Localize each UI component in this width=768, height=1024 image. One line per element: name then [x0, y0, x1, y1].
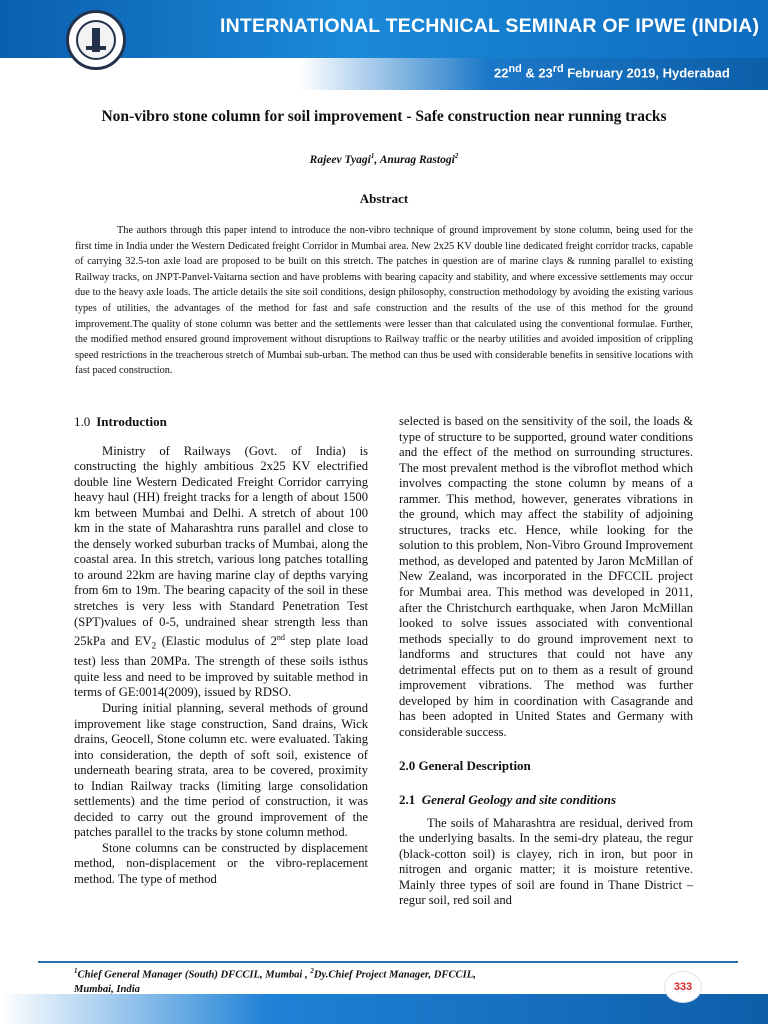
abstract-heading: Abstract	[359, 191, 409, 206]
seminar-title: INTERNATIONAL TECHNICAL SEMINAR OF IPWE (INDIA)	[220, 15, 760, 37]
ipwe-logo	[66, 10, 126, 70]
author-footnote: $^1$Chief General Manager (South) DFCCIL, Mumbai , $^2$Dy.Chief Project Manager, DFCCIL, Mumbai, India	[74, 967, 476, 995]
section-heading-general-description: 2.0 General Description	[399, 758, 531, 774]
paper-title: Non-vibro stone column for soil improvement - Safe construction near running tracks	[101, 108, 667, 125]
footer-band	[0, 994, 768, 1024]
geology-paragraph: The soils of Maharashtra are residual, derived from the underlying basalts. In the semi-dry plateau, the regur (black-cotton soil) is clayey, rich in iron, but poor in nitrogen and organic matter; it is moisture retentive. Mainly three types of soil are found in Thane District – regur soil, red soil and	[399, 815, 693, 908]
section-heading-introduction: 1.0 Introduction	[74, 414, 167, 429]
seminar-date: 22nd & 23rd February 2019, Hyderabad	[494, 63, 730, 81]
intro-paragraph-3-continued: selected is based on the sensitivity of the soil, the loads & type of structure to be supported, ground water conditions and the effect of the method on surrounding structures. The most prevalent method is the vibroflot method which involves compacting the stone column by means of a rammer. This method, however, generates vibrations in the ground, which may affect the stability of adjoining structures, tracks etc. Hence, while looking for the solution to this problem, Non-Vibro Ground Improvement method, as developed and patented by Jaron McMillan of New Zealand, was incorporated in the DFCCIL project for Mumbai area. This method was developed in 2011, after the Christchurch earthquake, when Jaron McMillan looked to solve issues associated with conventional methods specially to do ground improvement next to landforms and structures that could not have any detrimental effects put on to them as a result of ground improvement vibrations. The method was further developed by him in coordination with Casagrande and has been adopted in United States and Germany with considerable success.	[399, 414, 693, 739]
subsection-heading-geology: 2.1 General Geology and site conditions	[399, 792, 617, 808]
logo-emblem-icon	[76, 20, 116, 60]
intro-paragraph-2: During initial planning, several methods of ground improvement like stage construction, Sand drains, Wick drains, Geocell, Stone column etc. were evaluated. Taking into consideration, the depth of soft soil, existence of underneath bearing strata, area to be covered, proximity to Indian Railway tracks (limiting large consolidation settlements) and the time period of construction, it was decided to carry out the ground improvement of the patches parallel to the tracks by stone column method.	[74, 701, 368, 840]
page-number: 333	[664, 971, 702, 1003]
left-column	[74, 414, 368, 888]
intro-paragraph-3: Stone columns can be constructed by displacement method, non-displacement or the vibro-replacement method. The type of method	[74, 840, 368, 887]
footer-divider	[38, 961, 738, 963]
authors: Rajeev Tyagi$^1$, Anurag Rastogi$^2$	[309, 152, 459, 166]
abstract-text: The authors through this paper intend to introduce the non-vibro technique of ground improvement by stone column, being used for the first time in India under the Western Dedicated freight Corridor in Mumbai area. New 2x25 KV double line dedicated freight corridor tracks, capable of carrying 32.5-ton axle load are proposed to be built on this stretch. The patches in question are of marine clays & running parallel to existing Railway tracks, on JNPT-Panvel-Vaitarna section and have problems with bearing capacity and stability, and where excessive settlements may occur due to the heavy axle loads. The article details the site soil conditions, design philosophy, construction methodology by avoiding the existing various types of utilities, the advantages of the method for fast and safe construction and the results of the use of this method for the ground improvement.The quality of stone column was better and the settlements were lesser than that calculated using the conventional formulae. Further, the modified method ensured ground improvement without disruptions to Railway traffic or the nearby utilities and avoided imposition of crippling speed restrictions in the treacherous stretch of Mumbai sub-urban. The method can thus be used with considerable benefits in sensitive locations with fast paced construction.	[75, 225, 693, 377]
intro-paragraph-1: Ministry of Railways (Govt. of India) is constructing the highly ambitious 2x25 KV electrified double line Western Dedicated Freight Corridor carrying heavy haul (HH) freight tracks for a length of about 1500 km between Mumbai and Delhi. A stretch of about 100 km in the state of Maharashtra runs parallel and close to the densely worked suburban tracks of Mumbai, along the coastal area. In this stretch, various long patches totalling to around 22km are having marine clay of depths varying from 6m to 19m. The bearing capacity of the soil in these stretches is very less with Standard Penetration Test (SPT)values of 0-5, undrained shear strength less than 25kPa and $EV_2$ (Elastic modulus of 2nd step plate load test) less than 20MPa. The strength of these soils isthus quite less and need to be improved by suitable method in terms of GE:0014(2009), issued by RDSO.	[74, 443, 368, 700]
header	[0, 0, 768, 92]
right-column	[399, 414, 693, 909]
